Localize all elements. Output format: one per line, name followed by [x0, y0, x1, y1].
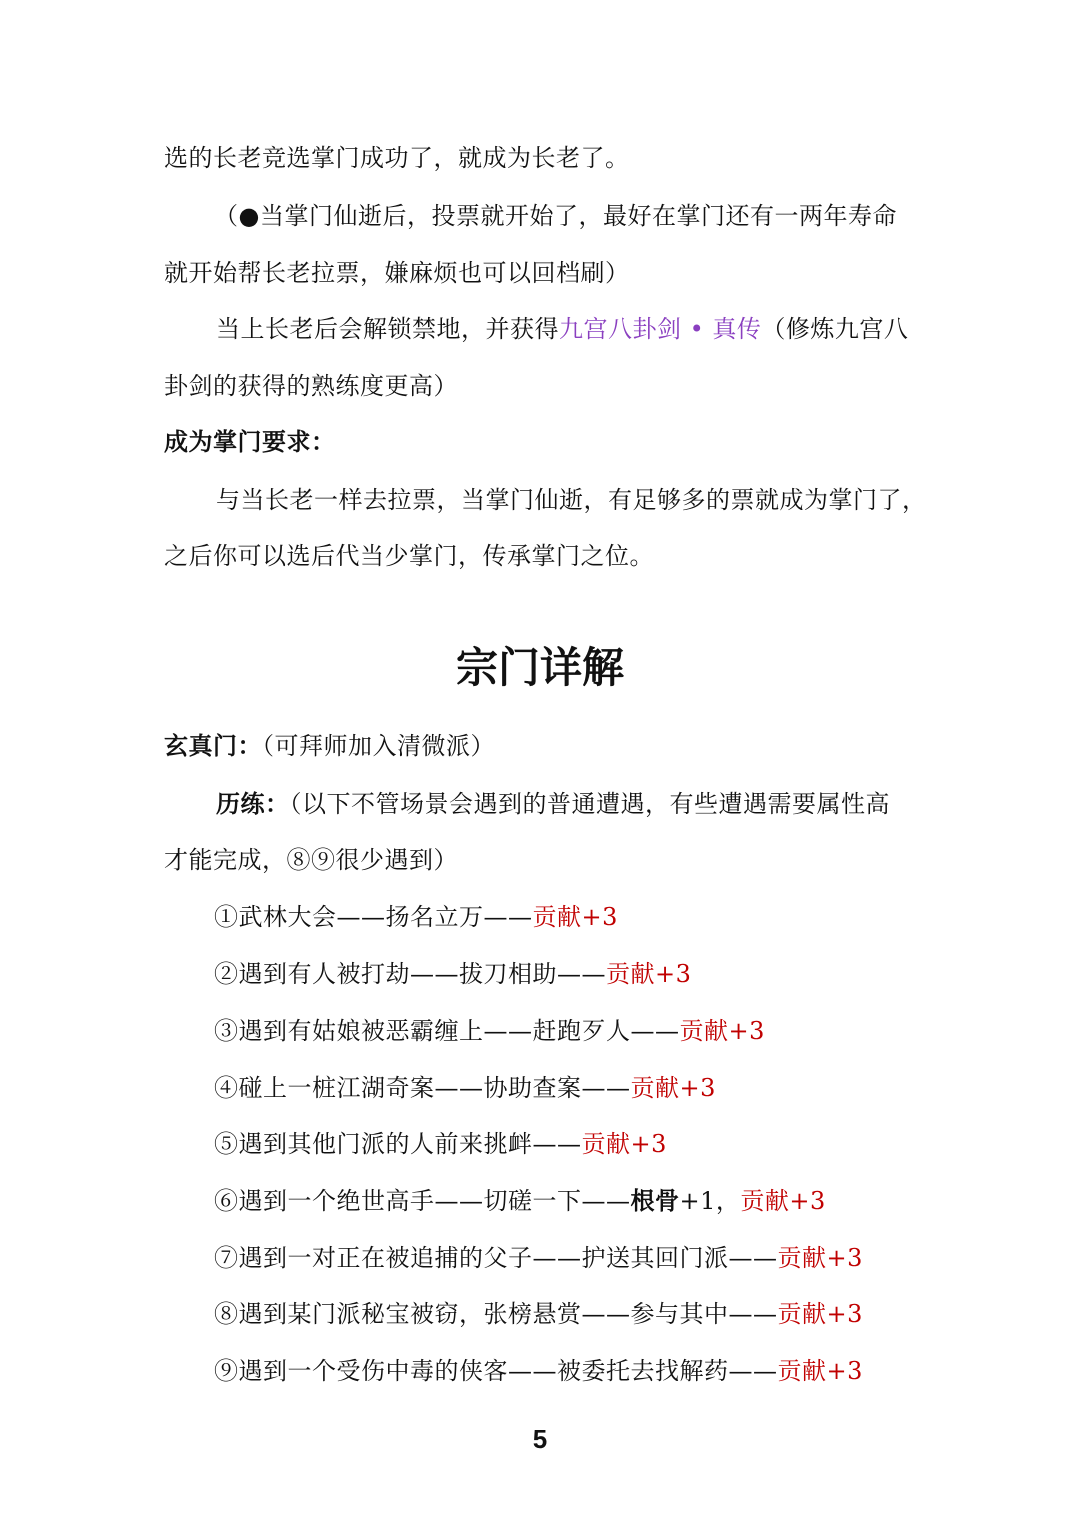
item-attribute: 根骨 — [630, 1186, 680, 1215]
note-line-2: 就开始帮长老拉票，嫌麻烦也可以回档刷） — [164, 259, 630, 287]
list-item — [214, 1072, 716, 1104]
unlock-text: 当上长老后会解锁禁地，并获得 — [216, 315, 559, 343]
item-reward: 贡献+3 — [777, 1357, 863, 1385]
skill-link: 九宫八卦剑 • 真传 — [559, 315, 762, 343]
list-item — [214, 1242, 863, 1274]
item-text: ⑥遇到一个绝世高手——切磋一下—— — [214, 1187, 631, 1215]
item-attribute-value: +1， — [679, 1187, 741, 1215]
training-label: 历练： — [216, 789, 290, 818]
leader-heading: 成为掌门要求： — [164, 427, 336, 456]
sect-heading — [164, 730, 495, 762]
training-text: （以下不管场景会遇到的普通遭遇，有些遭遇需要属性高 — [289, 790, 890, 818]
leader-line-2: 之后你可以选后代当少掌门，传承掌门之位。 — [164, 542, 654, 570]
section-title: 宗门详解 — [455, 643, 624, 692]
unlock-line-2: 卦剑的获得的熟练度更高） — [164, 372, 458, 400]
item-text: ④碰上一桩江湖奇案——协助查案—— — [214, 1074, 631, 1102]
sect-name: 玄真门： — [164, 731, 262, 760]
unlock-text-post: （修炼九宫八 — [761, 315, 909, 343]
list-item — [214, 958, 691, 990]
item-text: ③遇到有姑娘被恶霸缠上——赶跑歹人—— — [214, 1017, 680, 1045]
item-reward: 贡献+3 — [777, 1300, 863, 1328]
note-line-1: （●当掌门仙逝后，投票就开始了，最好在掌门还有一两年寿命 — [214, 202, 897, 230]
item-text: ②遇到有人被打劫——拔刀相助—— — [214, 960, 606, 988]
item-reward: 贡献+3 — [630, 1074, 716, 1102]
page-number: 5 — [532, 1424, 548, 1454]
list-item — [214, 1185, 826, 1217]
unlock-line-1 — [216, 313, 908, 345]
item-reward: 贡献+3 — [777, 1244, 863, 1272]
list-item — [214, 1128, 667, 1160]
item-text: ⑧遇到某门派秘宝被窃，张榜悬赏——参与其中—— — [214, 1300, 778, 1328]
training-line-1 — [216, 788, 890, 820]
item-reward: 贡献+3 — [532, 903, 618, 931]
list-item — [214, 901, 618, 933]
item-reward: 贡献+3 — [581, 1130, 667, 1158]
list-item — [214, 1015, 765, 1047]
item-reward: 贡献+3 — [679, 1017, 765, 1045]
list-item — [214, 1355, 863, 1387]
item-text: ⑤遇到其他门派的人前来挑衅—— — [214, 1130, 582, 1158]
training-line-2: 才能完成，⑧⑨很少遇到） — [164, 846, 458, 874]
item-reward: 贡献+3 — [606, 960, 692, 988]
list-item — [214, 1298, 863, 1330]
item-text: ①武林大会——扬名立万—— — [214, 903, 533, 931]
intro-line: 选的长老竞选掌门成功了，就成为长老了。 — [164, 144, 630, 172]
item-text: ⑨遇到一个受伤中毒的侠客——被委托去找解药—— — [214, 1357, 778, 1385]
item-reward: 贡献+3 — [740, 1187, 826, 1215]
leader-line-1: 与当长老一样去拉票，当掌门仙逝，有足够多的票就成为掌门了， — [216, 486, 927, 514]
item-text: ⑦遇到一对正在被追捕的父子——护送其回门派—— — [214, 1244, 778, 1272]
sect-note: （可拜师加入清微派） — [262, 732, 495, 760]
